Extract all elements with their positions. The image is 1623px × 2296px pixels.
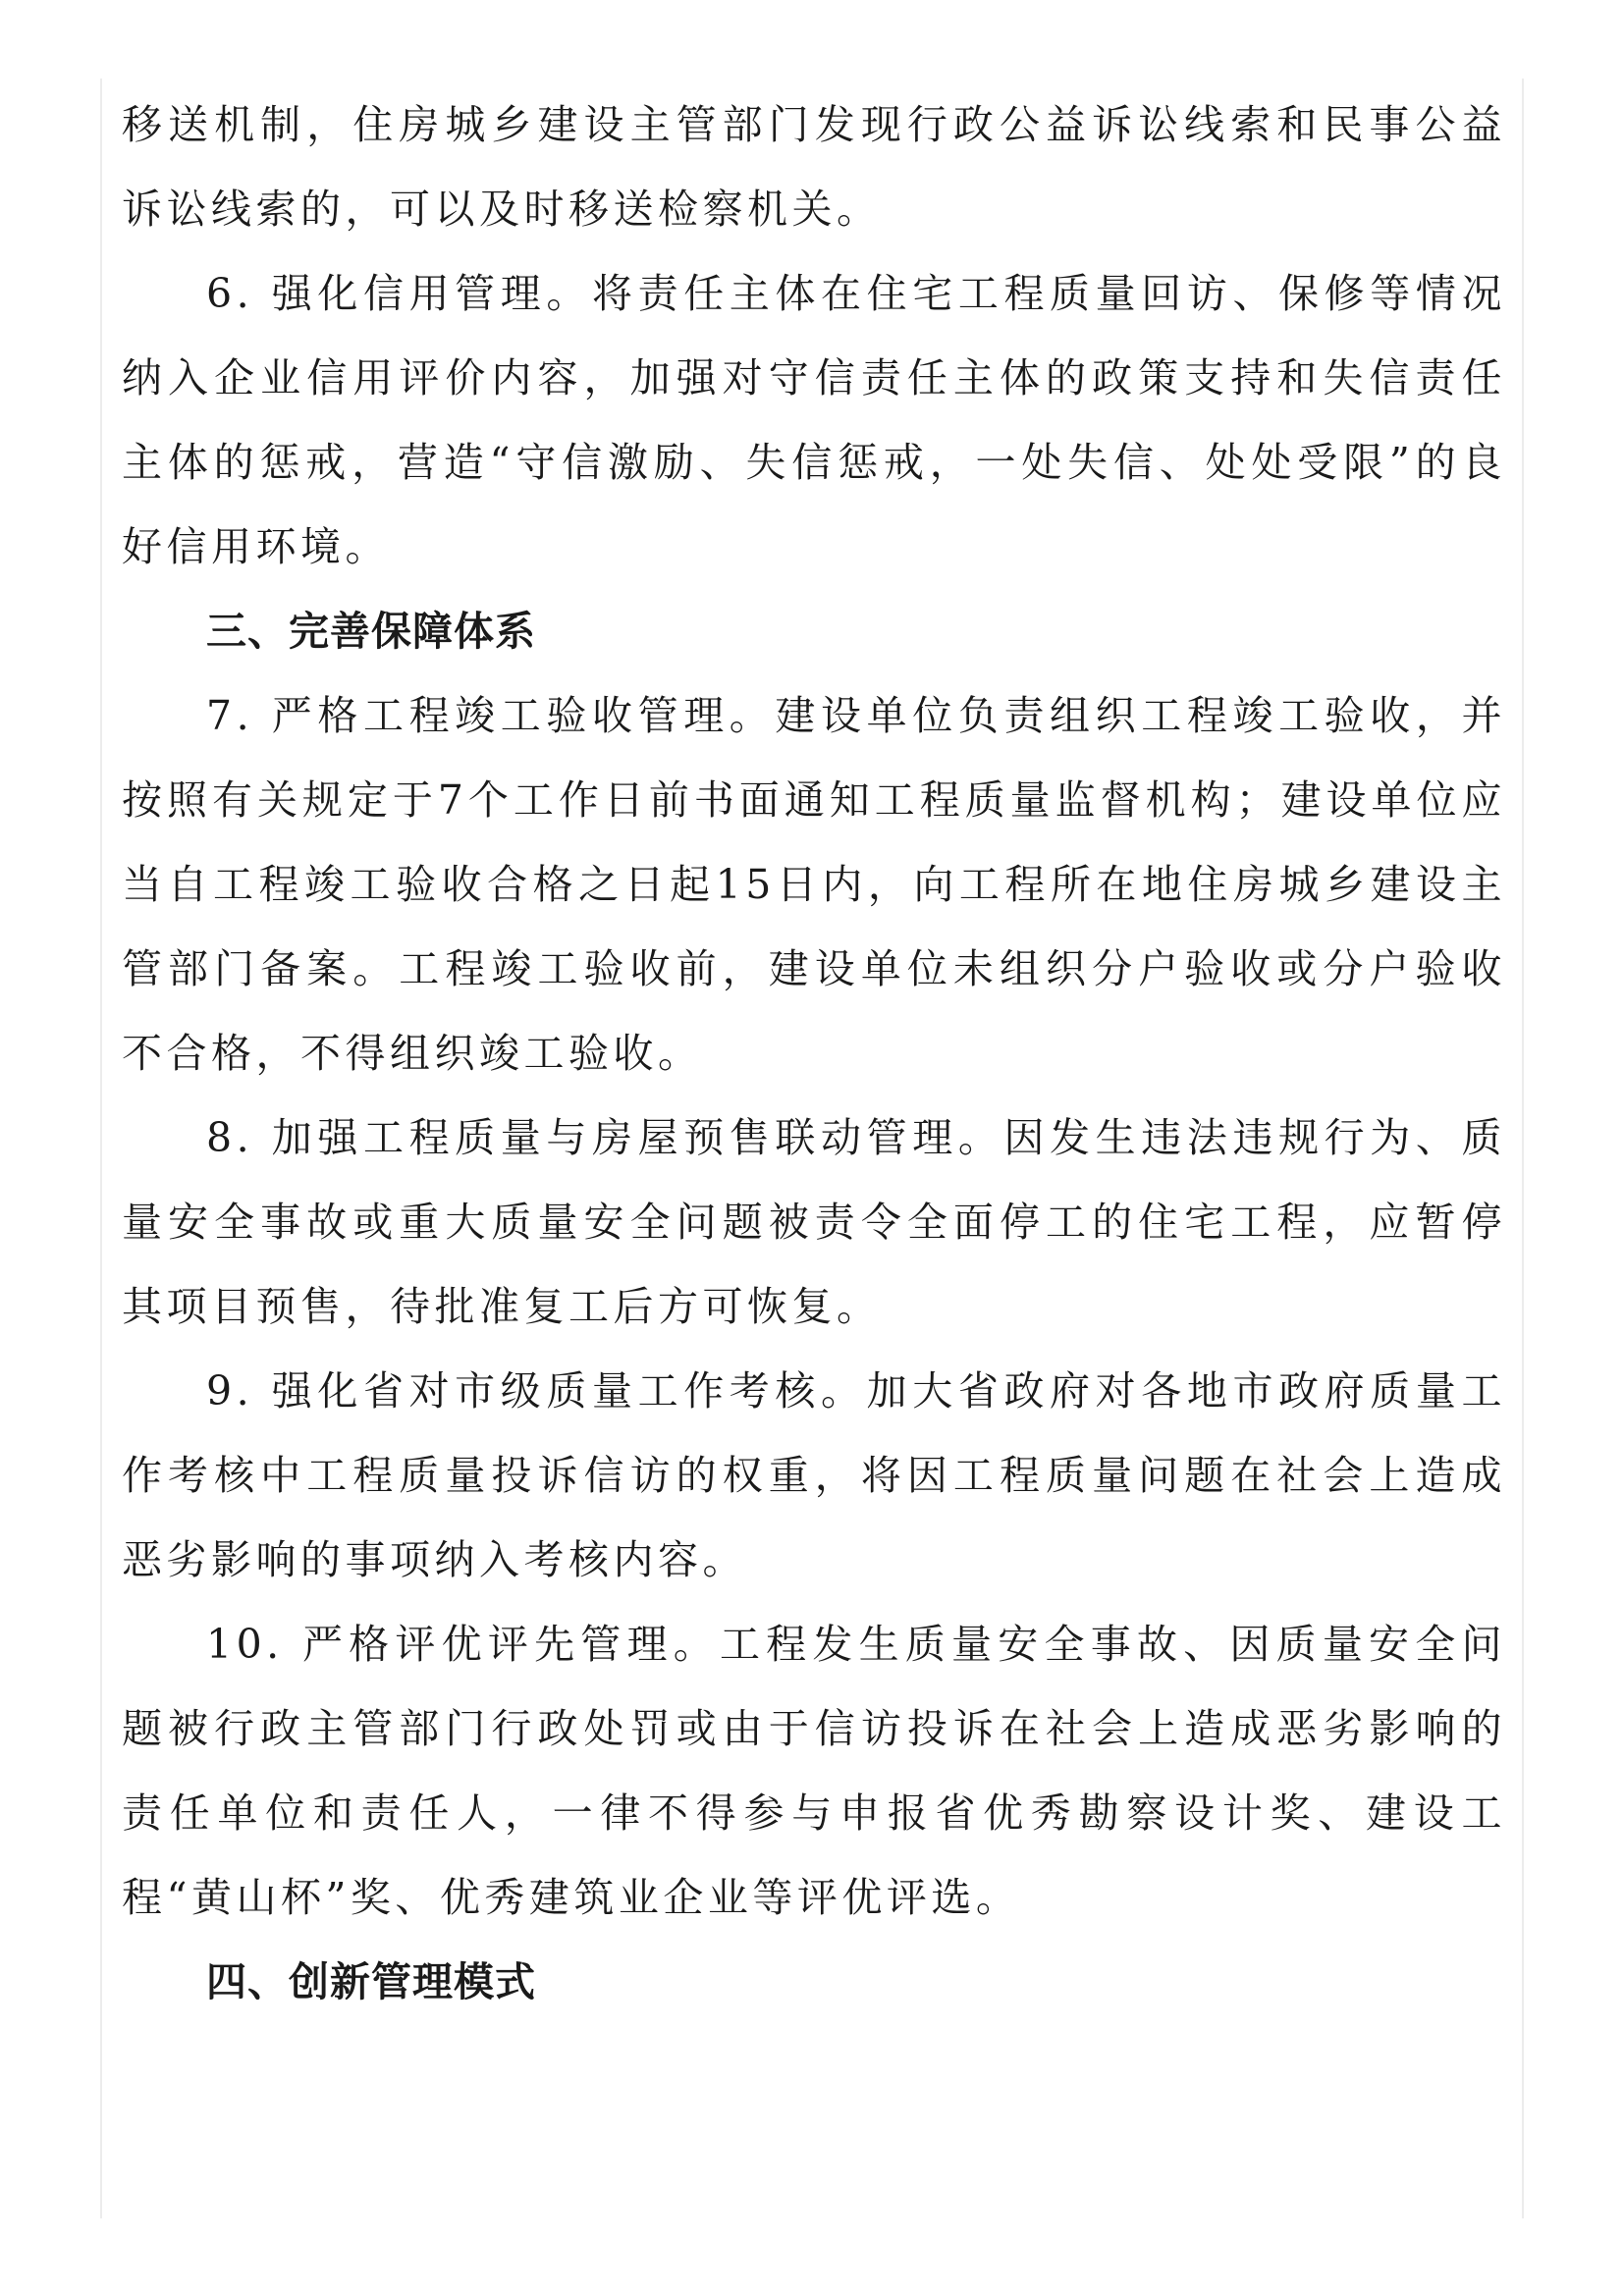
paragraph-9-assessment: 9. 强化省对市级质量工作考核。加大省政府对各地市政府质量工作考核中工程质量投诉信访的权重，将因工程质量问题在社会上造成恶劣影响的事项纳入考核内容。	[122, 1367, 1506, 1583]
paragraph-continuation: 移送机制，住房城乡建设主管部门发现行政公益诉讼线索和民事公益诉讼线索的，可以及时移送检察机关。	[122, 101, 1506, 233]
paragraph-6-credit-management: 6. 强化信用管理。将责任主体在住宅工程质量回访、保修等情况纳入企业信用评价内容，加强对守信责任主体的政策支持和失信责任主体的惩戒，营造“守信激励、失信惩戒，一处失信、处处受限”的良好信用环境。	[122, 270, 1506, 570]
paragraph-10-awards: 10. 严格评优评先管理。工程发生质量安全事故、因质量安全问题被行政主管部门行政处罚或由于信访投诉在社会上造成恶劣影响的责任单位和责任人，一律不得参与申报省优秀勘察设计奖、建设工程“黄山杯”奖、优秀建筑业企业等评优评选。	[122, 1621, 1506, 1921]
page-left-edge	[100, 79, 102, 2218]
section-heading-3: 三、完善保障体系	[206, 608, 536, 655]
section-heading-4: 四、创新管理模式	[206, 1958, 536, 2005]
page-right-edge	[1522, 79, 1524, 2218]
paragraph-7-completion-acceptance: 7. 严格工程竣工验收管理。建设单位负责组织工程竣工验收，并按照有关规定于7个工作日前书面通知工程质量监督机构；建设单位应当自工程竣工验收合格之日起15日内，向工程所在地住房城乡建设主管部门备案。工程竣工验收前，建设单位未组织分户验收或分户验收不合格，不得组织竣工验收。	[122, 692, 1506, 1077]
paragraph-8-presale-linkage: 8. 加强工程质量与房屋预售联动管理。因发生违法违规行为、质量安全事故或重大质量安全问题被责令全面停工的住宅工程，应暂停其项目预售，待批准复工后方可恢复。	[122, 1114, 1506, 1330]
document-body	[122, 82, 1506, 2024]
